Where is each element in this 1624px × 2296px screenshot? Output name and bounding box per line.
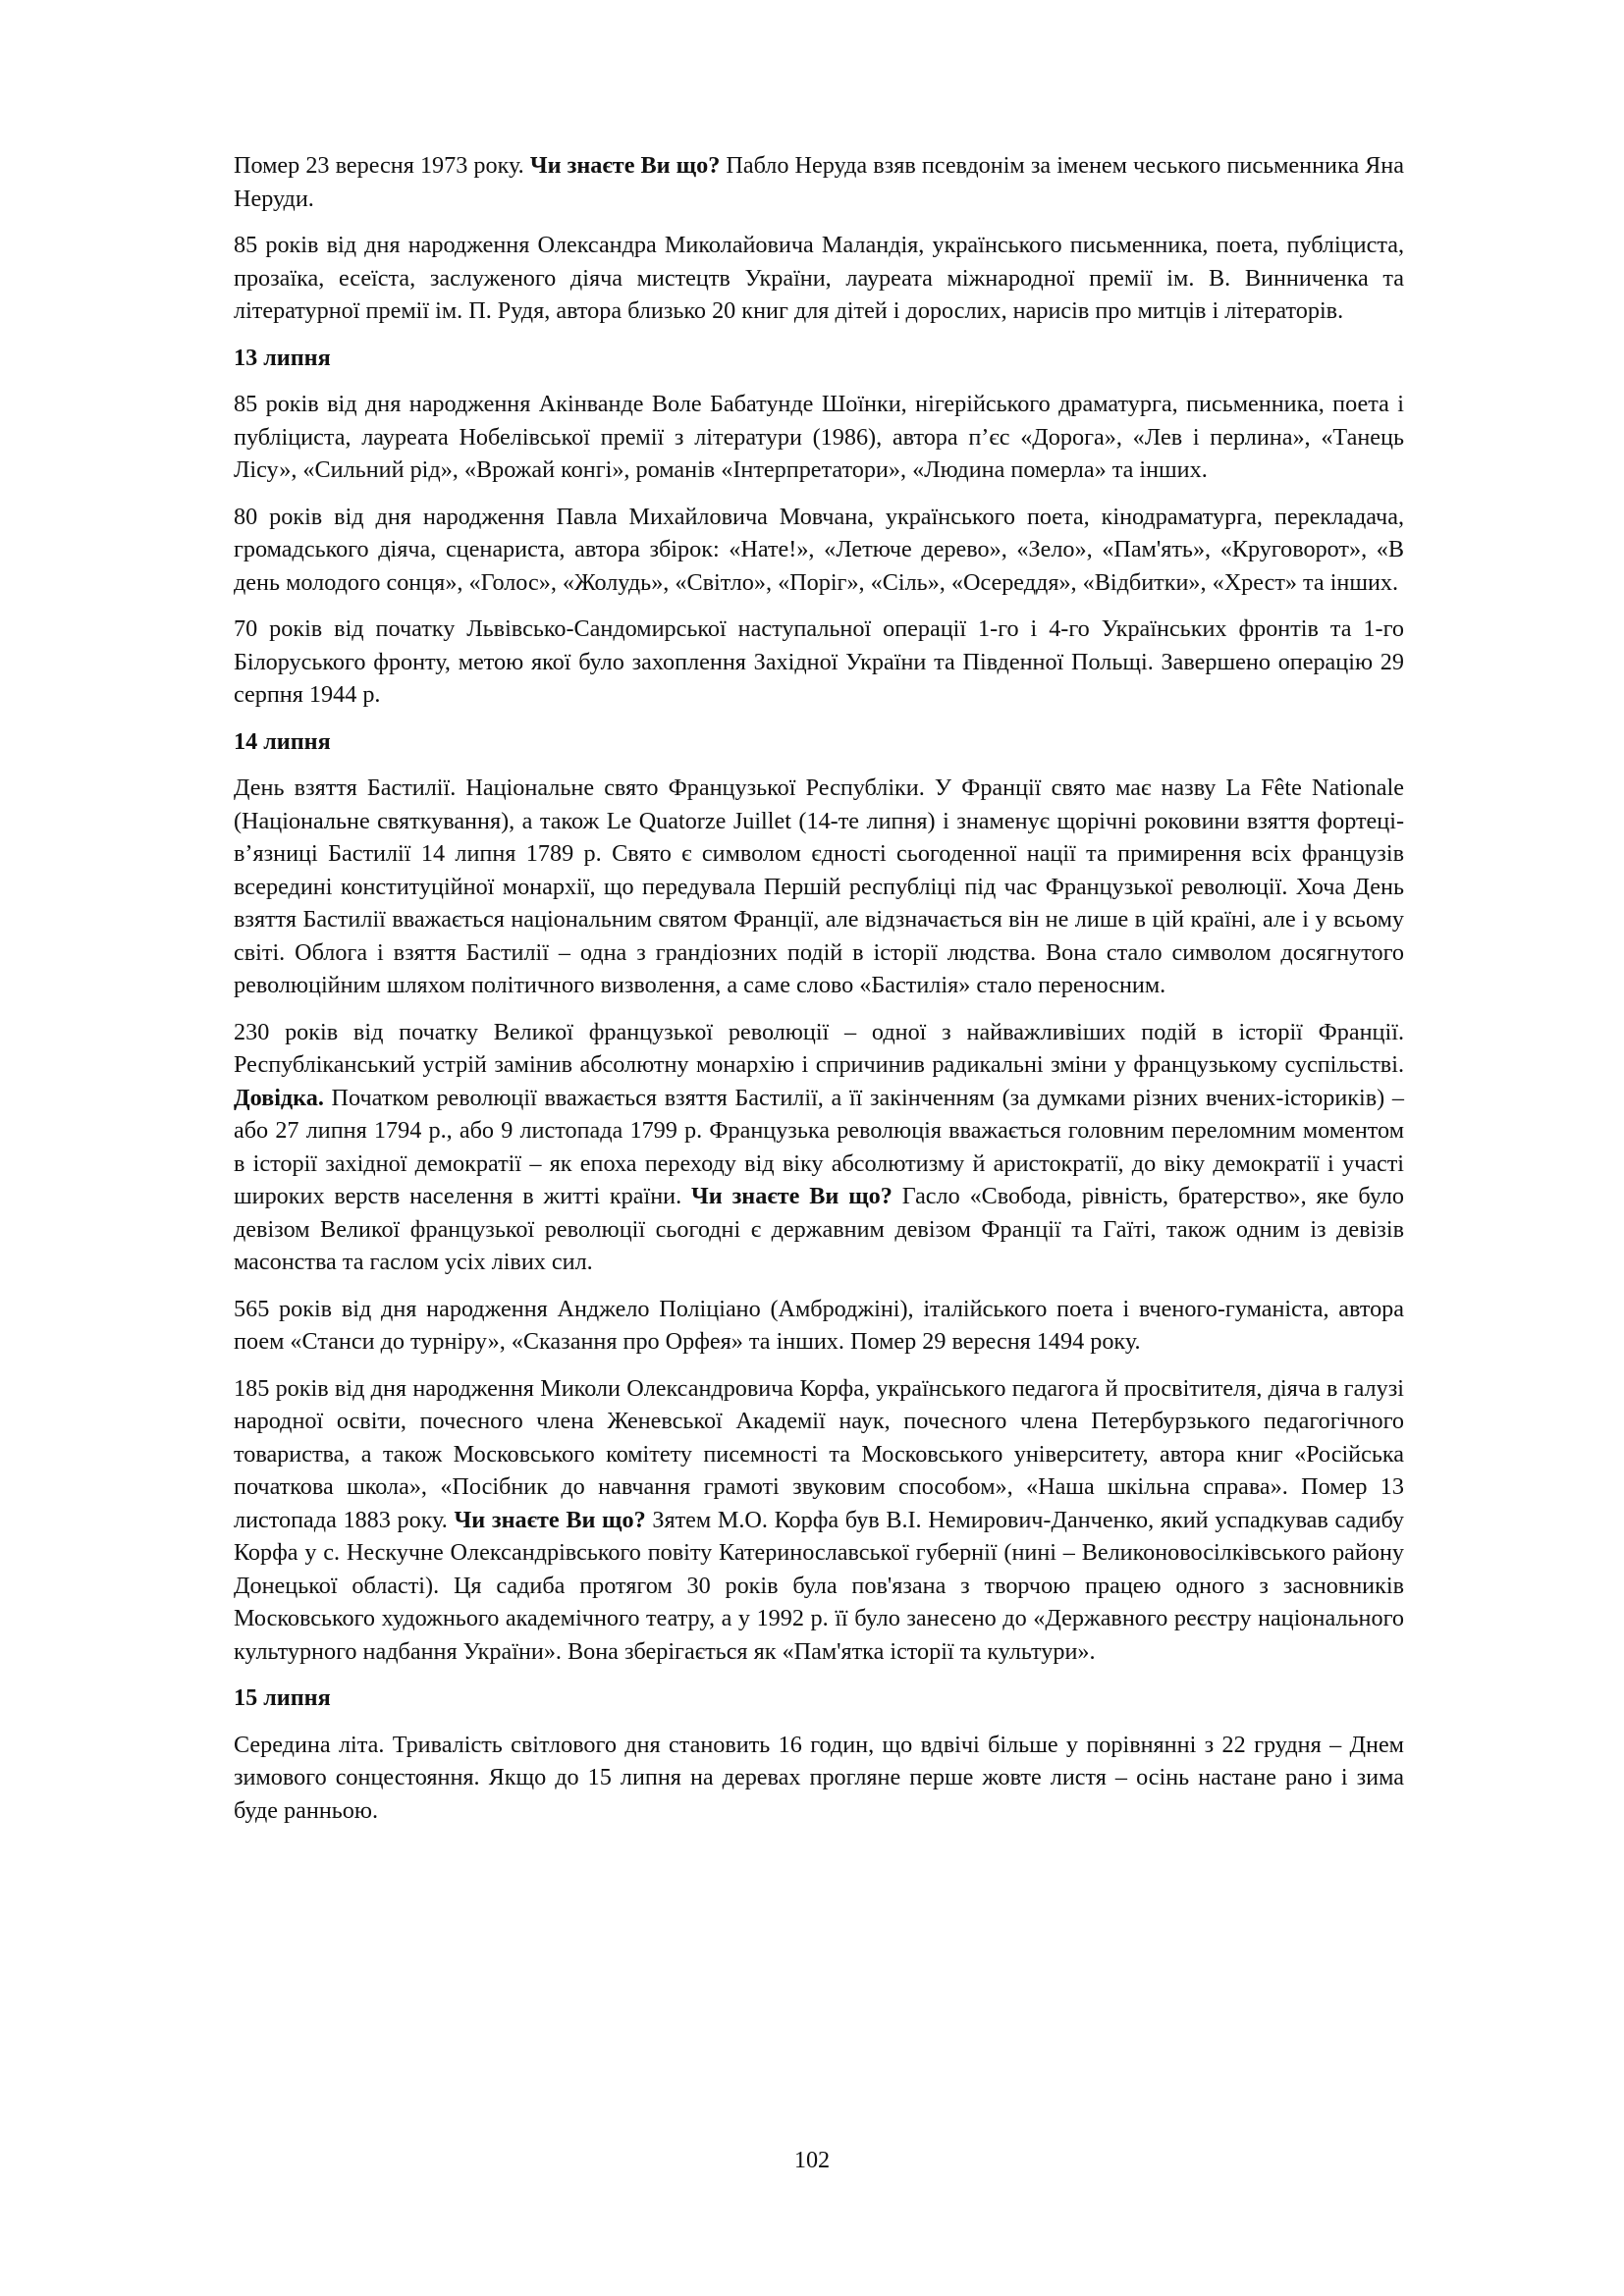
bold-text: Чи знаєте Ви що? xyxy=(529,152,721,179)
text-run: 80 років від дня народження Павла Михайловича Мовчана, українського поета, кінодраматурга, перекладача, громадського діяча, сценариста, автора збірок: «Нате!», «Летюче дерево», «Зело», «Пам'ять», «Круговорот», «В день молодого сонця», «Голос», «Жолудь», «Світло», «Поріг», «Сіль», «Осереддя», «Відбитки», «Хрест» та інших. xyxy=(234,503,1404,596)
date-heading xyxy=(234,1682,1404,1715)
text-run: 565 років від дня народження Анджело Поліціано (Амброджіні), італійського поета і вченого-гуманіста, автора поем «Станси до турніру», «Сказання про Орфея» та інших. Помер 29 вересня 1494 року. xyxy=(234,1295,1404,1355)
paragraph xyxy=(234,1016,1404,1279)
paragraph xyxy=(234,1372,1404,1669)
bold-text: 15 липня xyxy=(234,1684,331,1711)
text-run: Гасло «Свобода, рівність, братерство», яке було девізом Великої французької революції сьогодні є державним девізом Франції та Гаїті, також одним із девізів масонства та гаслом усіх лівих сил. xyxy=(234,1183,1404,1275)
paragraph xyxy=(234,149,1404,215)
text-run: 85 років від дня народження Акінванде Воле Бабатунде Шоїнки, нігерійського драматурга, письменника, поета і публіциста, лауреата Нобелівської премії з літератури (1986), автора п’єс «Дорога», «Лев і перлина», «Танець Лісу», «Сильний рід», «Врожай конгі», романів «Інтерпретатори», «Людина померла» та інших. xyxy=(234,391,1404,483)
page-content xyxy=(234,149,1404,1841)
text-run: 85 років від дня народження Олександра Миколайовича Маландія, українського письменника, поета, публіциста, прозаїка, есеїста, заслуженого діяча мистецтв України, лауреата міжнародної премії ім. В. Винниченка та літературної премії ім. П. Рудя, автора близько 20 книг для дітей і дорослих, нарисів про митців і літераторів. xyxy=(234,232,1404,324)
text-run: Пабло Неруда взяв псевдонім за іменем чеського письменника Яна Неруди. xyxy=(234,152,1404,212)
paragraph xyxy=(234,229,1404,328)
page-number: 102 xyxy=(793,2147,831,2173)
bold-text: Довідка. xyxy=(234,1084,324,1111)
bold-text: Чи знаєте Ви що? xyxy=(691,1183,893,1209)
paragraph xyxy=(234,388,1404,487)
bold-text: Чи знаєте Ви що? xyxy=(454,1506,646,1533)
text-run: День взяття Бастилії. Національне свято Французької Республіки. У Франції свято має назву La Fête Nationale (Національне святкування), а також Le Quatorze Juillet (14-те липня) і знаменує щорічні роковини взяття фортеці-в’язниці Бастилії 14 липня 1789 р. Свято є символом єдності сьогоденної нації та примирення всіх французів всередині конституційної монархії, що передувала Першій республіці під час Французької революції. Хоча День взяття Бастилії вважається національним святом Франції, але відзначається він не лише в цій країні, але і у всьому світі. Облога і взяття Бастилії – одна з грандіозних подій в історії людства. Вона стало символом досягнутого революційним шляхом політичного визволення, а саме слово «Бастилія» стало переносним. xyxy=(234,774,1404,998)
bold-text: 13 липня xyxy=(234,344,331,371)
paragraph xyxy=(234,613,1404,712)
paragraph xyxy=(234,772,1404,1002)
text-run: 230 років від початку Великої французької революції – одної з найважливіших подій в історії Франції. Республіканський устрій замінив абсолютну монархію і спричинив радикальні зміни у французькому суспільстві. xyxy=(234,1018,1404,1078)
paragraph xyxy=(234,1729,1404,1828)
bold-text: 14 липня xyxy=(234,727,331,755)
text-run: 185 років від дня народження Миколи Олександровича Корфа, українського педагога й просвітителя, діяча в галузі народної освіти, почесного члена Женевської Академії наук, почесного члена Петербурзького педагогічного товариства, а також Московського комітету писемності та Московського університету, автора книг «Російська початкова школа», «Посібник до навчання грамоті звуковим способом», «Наша шкільна справа». Помер 13 листопада 1883 року. xyxy=(234,1374,1404,1533)
text-run: Зятем М.О. Корфа був В.І. Немирович-Данченко, який успадкував садибу Корфа у с. Нескучне Олександрівського повіту Катеринославської губернії (нині – Великоновосілківського району Донецької області). Ця садиба протягом 30 років була пов'язана з творчою працею одного з засновників Московського художнього академічного театру, а у 1992 р. її було занесено до «Державного реєстру національного культурного надбання України». Вона зберігається як «Пам'ятка історії та культури». xyxy=(234,1506,1404,1665)
date-heading xyxy=(234,342,1404,375)
text-run: Помер 23 вересня 1973 року. xyxy=(234,152,530,179)
paragraph xyxy=(234,1293,1404,1359)
date-heading xyxy=(234,725,1404,759)
text-run: 70 років від початку Львівсько-Сандомирської наступальної операції 1-го і 4-го Українських фронтів та 1-го Білоруського фронту, метою якої було захоплення Західної України та Південної Польщі. Завершено операцію 29 серпня 1944 р. xyxy=(234,615,1404,708)
text-run: Початком революції вважається взяття Бастилії, а її закінченням (за думками різних вчених-істориків) – або 27 липня 1794 р., або 9 листопада 1799 р. Французька революція вважається головним переломним моментом в історії західної демократії – як епоха переходу від віку абсолютизму й аристократії, до віку демократії і участі широких верств населення в житті країни. xyxy=(234,1084,1404,1209)
paragraph xyxy=(234,501,1404,600)
text-run: Середина літа. Тривалість світлового дня становить 16 годин, що вдвічі більше у порівнянні з 22 грудня – Днем зимового сонцестояння. Якщо до 15 липня на деревах прогляне перше жовте листя – осінь настане рано і зима буде ранньою. xyxy=(234,1731,1404,1824)
